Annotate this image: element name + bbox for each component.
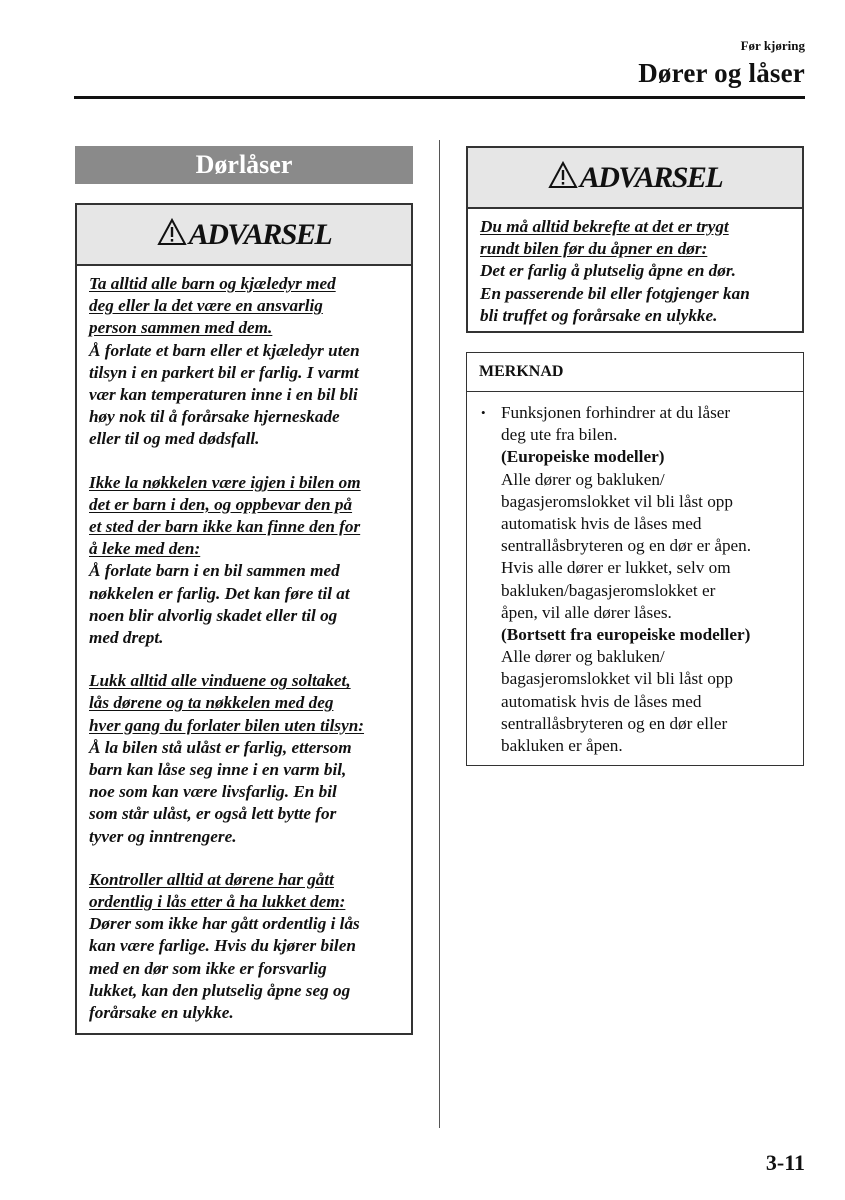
- warning-paragraph: [89, 869, 399, 1024]
- warning-paragraph: [89, 273, 399, 451]
- bullet: •: [481, 405, 486, 420]
- warning-instruction-line: ordentlig i lås etter å ha lukket dem:: [89, 892, 346, 912]
- warning-explanation-line: En passerende bil eller fotgjenger kan: [480, 283, 750, 303]
- warning-heading: ADVARSEL: [579, 160, 723, 194]
- warning-paragraph: [89, 472, 399, 650]
- warning-body: [77, 266, 411, 1032]
- warning-explanation-line: nøkkelen er farlig. Det kan føre til at: [89, 583, 350, 603]
- warning-explanation-line: Det er farlig å plutselig åpne en dør.: [480, 261, 736, 281]
- warning-instruction-line: å leke med den:: [89, 539, 201, 559]
- warning-explanation-line: Å forlate et barn eller et kjæledyr uten: [89, 340, 360, 360]
- note-body: [467, 392, 803, 757]
- note-box: [466, 352, 804, 766]
- warning-heading: ADVARSEL: [188, 217, 332, 251]
- warning-explanation-line: kan være farlige. Hvis du kjører bilen: [89, 936, 356, 956]
- header-rule: [74, 96, 805, 99]
- warning-explanation-line: tyver og inntrengere.: [89, 826, 237, 846]
- warning-header: [77, 205, 411, 266]
- column-divider: [439, 140, 440, 1128]
- warning-triangle-icon: [157, 218, 189, 251]
- warning-instruction-line: Ikke la nøkkelen være igjen i bilen om: [89, 472, 361, 492]
- note-text-line: sentrallåsbryteren og en dør er åpen.: [501, 536, 752, 556]
- note-text-line: Alle dører og bakluken/: [501, 469, 665, 489]
- warning-instruction-line: et sted der barn ikke kan finne den for: [89, 517, 361, 537]
- section-title: Dørlåser: [75, 146, 413, 184]
- warning-instruction-line: hver gang du forlater bilen uten tilsyn:: [89, 715, 365, 735]
- note-text-line: automatisk hvis de låses med: [501, 691, 702, 711]
- note-text-line: automatisk hvis de låses med: [501, 514, 702, 534]
- header-section-label: Før kjøring: [740, 38, 805, 53]
- note-subheading: (Bortsett fra europeiske modeller): [501, 625, 751, 645]
- note-heading: MERKNAD: [467, 353, 803, 392]
- warning-explanation-line: bli truffet og forårsake en ulykke.: [480, 305, 718, 325]
- warning-triangle-icon: [548, 161, 580, 194]
- warning-explanation-line: høy nok til å forårsake hjerneskade: [89, 407, 340, 427]
- warning-header: [468, 148, 802, 209]
- warning-instruction-line: Ta alltid alle barn og kjæledyr med: [89, 274, 336, 293]
- note-lines: [501, 402, 793, 757]
- warning-explanation-line: med en dør som ikke er forsvarlig: [89, 958, 327, 978]
- warning-explanation-line: vær kan temperaturen inne i en bil bli: [89, 385, 358, 405]
- page-title: Dører og låser: [638, 58, 805, 88]
- page-number: 3-11: [765, 1150, 805, 1175]
- warning-explanation-line: barn kan låse seg inne i en varm bil,: [89, 760, 347, 780]
- warning-explanation-line: Å forlate barn i en bil sammen med: [89, 561, 340, 581]
- note-text-line: Alle dører og bakluken/: [501, 647, 665, 667]
- warning-explanation-line: som står ulåst, er også lett bytte for: [89, 804, 337, 824]
- note-text-line: Hvis alle dører er lukket, selv om: [501, 558, 731, 578]
- note-text-line: deg ute fra bilen.: [501, 425, 618, 445]
- warning-explanation-line: forårsake en ulykke.: [89, 1003, 234, 1023]
- warning-explanation-line: lukket, kan den plutselig åpne seg og: [89, 980, 351, 1000]
- warning-instruction-line: lås dørene og ta nøkkelen med deg: [89, 693, 334, 713]
- note-text-line: åpen, vil alle dører låses.: [501, 602, 672, 622]
- note-text-line: bakluken er åpen.: [501, 736, 623, 756]
- warning-instruction-line: rundt bilen før du åpner en dør:: [480, 239, 708, 259]
- warning-explanation-line: Dører som ikke har gått ordentlig i lås: [89, 914, 360, 934]
- note-text-line: bakluken/bagasjeromslokket er: [501, 580, 716, 600]
- warning-instruction-line: Du må alltid bekrefte at det er trygt: [480, 217, 729, 236]
- warning-body: [468, 209, 802, 335]
- note-text-line: sentrallåsbryteren og en dør eller: [501, 713, 728, 733]
- warning-instruction-line: Kontroller alltid at dørene har gått: [89, 869, 334, 889]
- note-text-line: bagasjeromslokket vil bli låst opp: [501, 491, 733, 511]
- warning-explanation-line: Å la bilen stå ulåst er farlig, ettersom: [89, 737, 352, 757]
- warning-explanation-line: tilsyn i en parkert bil er farlig. I varmt: [89, 362, 359, 382]
- warning-instruction-line: deg eller la det være en ansvarlig: [89, 296, 323, 316]
- warning-explanation-line: eller til og med dødsfall.: [89, 429, 260, 449]
- warning-paragraph: [89, 670, 399, 848]
- warning-explanation-line: noen blir alvorlig skadet eller til og: [89, 605, 338, 625]
- note-subheading: (Europeiske modeller): [501, 447, 665, 467]
- warning-box-left: [75, 203, 413, 1035]
- warning-explanation-line: med drept.: [89, 628, 164, 648]
- warning-instruction-line: Lukk alltid alle vinduene og soltaket,: [89, 671, 351, 691]
- warning-box-right: [466, 146, 804, 333]
- warning-explanation-line: noe som kan være livsfarlig. En bil: [89, 782, 337, 802]
- warning-instruction-line: person sammen med dem.: [89, 318, 273, 338]
- note-text-line: bagasjeromslokket vil bli låst opp: [501, 669, 733, 689]
- warning-instruction-line: det er barn i den, og oppbevar den på: [89, 494, 353, 514]
- note-text-line: Funksjonen forhindrer at du låser: [501, 403, 731, 422]
